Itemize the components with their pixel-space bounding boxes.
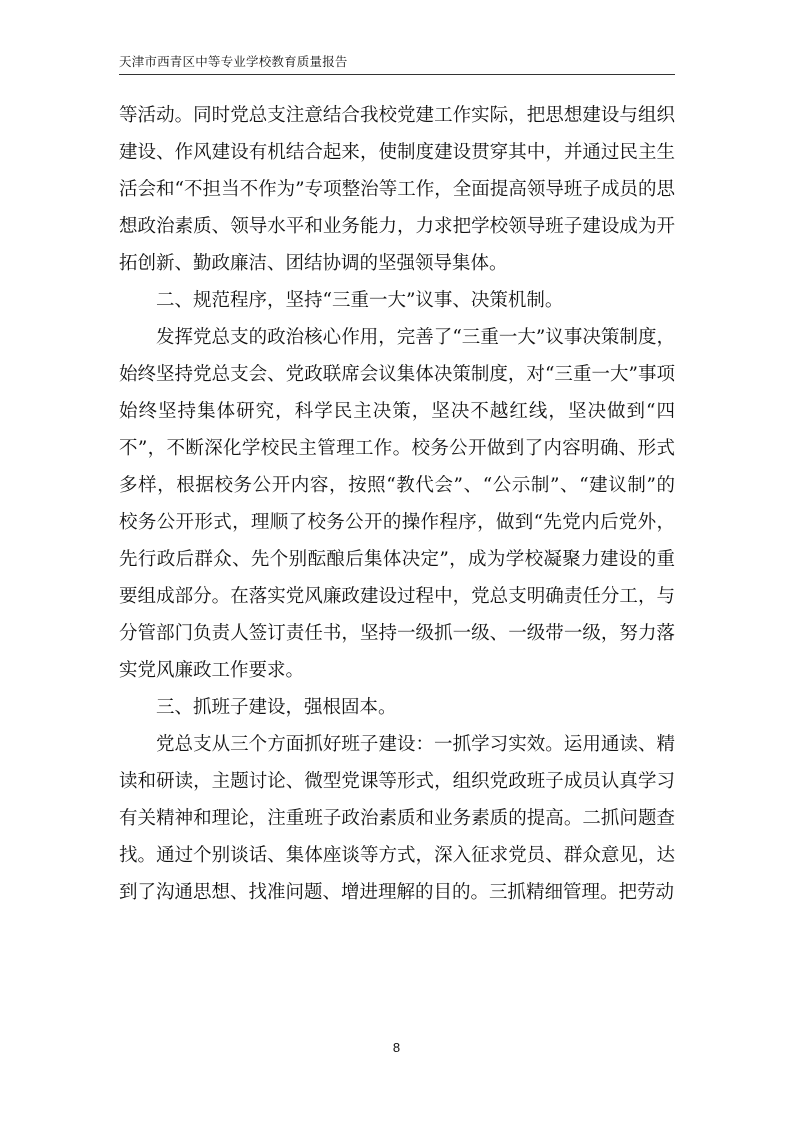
paragraph-continuation: 等活动。同时党总支注意结合我校党建工作实际，把思想建设与组织建设、作风建设有机结合起来，使制度建设贯穿其中，并通过民主生活会和“不担当不作为”专项整治等工作，全面提高领导班子成员的思想政治素质、领导水平和业务能力，力求把学校领导班子建设成为开拓创新、勤政廉洁、团结协调的坚强领导集体。 [119,105,675,274]
paragraph-decision-system: 发挥党总支的政治核心作用，完善了“三重一大”议事决策制度，始终坚持党总支会、党政联席会议集体决策制度，对“三重一大”事项始终坚持集体研究，科学民主决策，坚决不越红线，坚决做到“四不”，不断深化学校民主管理工作。校务公开做到了内容明确、形式多样，根据校务公开内容，按照“教代会”、“公示制”、“建议制”的校务公开形式，理顺了校务公开的操作程序，做到“先党内后党外，先行政后群众、先个别酝酿后集体决定”，成为学校凝聚力建设的重要组成部分。在落实党风廉政建设过程中，党总支明确责任分工，与分管部门负责人签订责任书，坚持一级抓一级、一级带一级，努力落实党风廉政工作要求。 [119,327,675,681]
section-heading-three: 三、抓班子建设，强根固本。 [156,697,397,718]
body-text [119,97,675,911]
running-header: 天津市西青区中等专业学校教育质量报告 [119,54,348,69]
header-divider [119,74,675,75]
section-heading-two: 二、规范程序，坚持“三重一大”议事、决策机制。 [156,290,564,311]
page-number: 8 [392,1040,401,1055]
paragraph-team-building: 党总支从三个方面抓好班子建设：一抓学习实效。运用通读、精读和研读，主题讨论、微型党课等形式，组织党政班子成员认真学习有关精神和理论，注重班子政治素质和业务素质的提高。二抓问题查找。通过个别谈话、集体座谈等方式，深入征求党员、群众意见，达到了沟通思想、找准问题、增进理解的目的。三抓精细管理。把劳动 [119,734,675,903]
